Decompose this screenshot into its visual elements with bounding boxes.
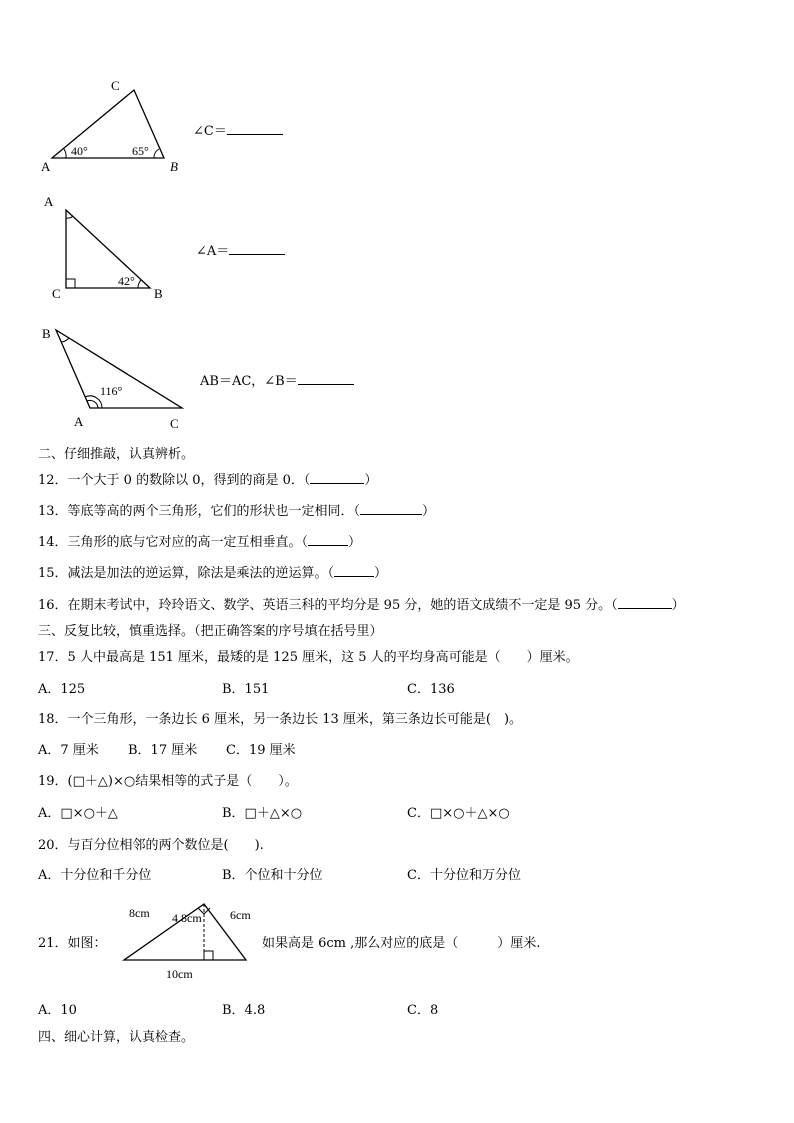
angle-b-arc bbox=[61, 338, 69, 342]
label-a: A bbox=[44, 194, 54, 209]
answer-blank[interactable] bbox=[229, 242, 285, 255]
angle-b-value: 65° bbox=[132, 144, 149, 158]
fig1-prompt: ∠C＝ bbox=[193, 120, 283, 139]
question-13: 13．等底等高的两个三角形，它们的形状也一定相同．（ ） bbox=[38, 504, 436, 519]
label-b: B bbox=[42, 326, 51, 341]
answer-blank[interactable] bbox=[334, 565, 374, 577]
answer-blank[interactable] bbox=[618, 597, 672, 609]
answer-blank[interactable] bbox=[308, 534, 348, 546]
q19-option-c[interactable]: C．□×○＋△×○ bbox=[407, 806, 510, 821]
label-c: C bbox=[170, 416, 179, 431]
question-12: 12．一个大于 0 的数除以 0，得到的商是 0．（ ） bbox=[38, 473, 378, 488]
section-2-title: 二、仔细推敲，认真辨析。 bbox=[38, 447, 195, 462]
triangle-figure-1 bbox=[36, 74, 196, 178]
question-18: 18．一个三角形，一条边长 6 厘米，另一条边长 13 厘米，第三条边长可能是( )。 bbox=[38, 712, 523, 727]
angle-a-value: 116° bbox=[100, 384, 123, 398]
answer-blank[interactable] bbox=[298, 372, 354, 385]
q21-option-c[interactable]: C．8 bbox=[407, 1003, 439, 1018]
angle-a-arc bbox=[64, 149, 66, 158]
q18-option-a[interactable]: A．7 厘米 bbox=[38, 743, 99, 758]
q19-option-a[interactable]: A．□×○＋△ bbox=[38, 806, 118, 821]
q18-option-c[interactable]: C．19 厘米 bbox=[226, 743, 296, 758]
answer-blank[interactable] bbox=[360, 503, 422, 515]
triangle-figure-2 bbox=[36, 192, 176, 302]
q20-option-c[interactable]: C．十分位和万分位 bbox=[407, 868, 521, 883]
answer-blank[interactable] bbox=[227, 122, 283, 135]
triangle-2-shape bbox=[66, 210, 150, 288]
question-20: 20．与百分位相邻的两个数位是( ). bbox=[38, 838, 264, 853]
q20-option-a[interactable]: A．十分位和千分位 bbox=[38, 868, 152, 883]
angle-b-arc bbox=[154, 149, 159, 158]
q17-option-b[interactable]: B．151 bbox=[222, 682, 270, 697]
section-4-title: 四、细心计算，认真检查。 bbox=[38, 1030, 195, 1045]
side-right-label: 6cm bbox=[230, 908, 251, 922]
right-angle-mark bbox=[66, 279, 75, 288]
q17-option-c[interactable]: C．136 bbox=[407, 682, 455, 697]
question-16: 16．在期末考试中，玲玲语文、数学、英语三科的平均分是 95 分，她的语文成绩不一定是 95 分。（ ） bbox=[38, 598, 685, 613]
question-17: 17．5 人中最高是 151 厘米，最矮的是 125 厘米，这 5 人的平均身高可能是（ ）厘米。 bbox=[38, 650, 579, 665]
triangle-figure-3 bbox=[36, 322, 196, 432]
fig3-prompt: AB＝AC，∠B＝ bbox=[200, 370, 354, 389]
label-c: C bbox=[111, 78, 120, 93]
label-c: C bbox=[52, 286, 61, 301]
question-14: 14．三角形的底与它对应的高一定互相垂直。（ ） bbox=[38, 535, 362, 550]
label-b: B bbox=[170, 159, 178, 174]
angle-a-arc bbox=[66, 216, 73, 218]
question-15: 15．减法是加法的逆运算，除法是乘法的逆运算。（ ） bbox=[38, 566, 388, 581]
q21-option-b[interactable]: B．4.8 bbox=[222, 1003, 266, 1018]
question-21-prefix: 21．如图： bbox=[38, 936, 107, 951]
fig2-prompt: ∠A＝ bbox=[196, 240, 285, 259]
right-angle-mark bbox=[204, 951, 213, 960]
q21-option-a[interactable]: A．10 bbox=[38, 1003, 77, 1018]
side-left-label: 8cm bbox=[129, 906, 150, 920]
label-a: A bbox=[74, 414, 84, 429]
question-19: 19．(□＋△)×○结果相等的式子是（ ）。 bbox=[38, 774, 298, 789]
q19-option-b[interactable]: B．□＋△×○ bbox=[222, 806, 303, 821]
question-21-suffix: 如果高是 6cm ,那么对应的底是（ ）厘米. bbox=[262, 936, 541, 951]
section-3-title: 三、反复比较，慎重选择。（把正确答案的序号填在括号里） bbox=[38, 624, 383, 639]
q18-option-b[interactable]: B．17 厘米 bbox=[128, 743, 198, 758]
label-a: A bbox=[41, 159, 51, 174]
q20-option-b[interactable]: B．个位和十分位 bbox=[222, 868, 323, 883]
base-label: 10cm bbox=[166, 967, 193, 981]
angle-a-value: 40° bbox=[71, 144, 88, 158]
answer-blank[interactable] bbox=[310, 472, 364, 484]
q17-option-a[interactable]: A．125 bbox=[38, 682, 86, 697]
height-label: 4.8cm bbox=[172, 911, 202, 925]
label-b: B bbox=[154, 286, 163, 301]
triangle-figure-21 bbox=[118, 898, 258, 984]
angle-b-value: 42° bbox=[118, 274, 135, 288]
angle-b-arc bbox=[138, 280, 141, 288]
